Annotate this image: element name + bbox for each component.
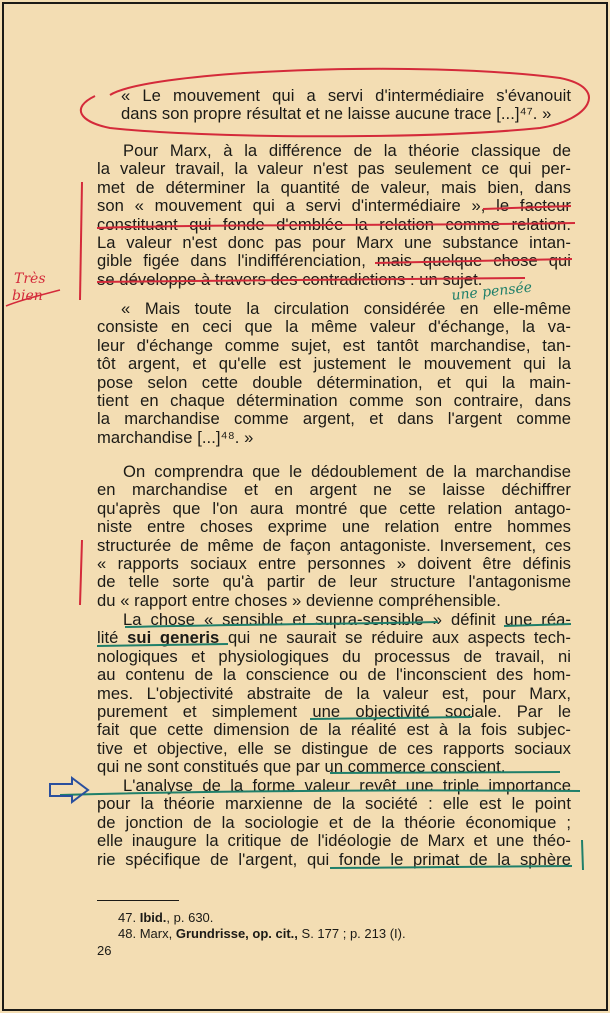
paragraph-1 bbox=[97, 142, 571, 289]
text-line: la valeur travail, la valeur n'est pas seulement ce qui per- bbox=[97, 159, 571, 179]
footnote-47 bbox=[118, 910, 406, 926]
text-line: elle inaugure la critique de l'idéologie de Marx et une théo- bbox=[97, 831, 571, 851]
paragraph-4 bbox=[97, 777, 571, 869]
text-line: gible figée dans l'indifférenciation, mais quelque chose qui bbox=[97, 251, 571, 271]
footnote-ref: S. 177 ; p. 213 (I). bbox=[297, 926, 406, 941]
paragraph-2 bbox=[97, 463, 571, 610]
text-line: La chose « sensible et supra-sensible » définit une réa- bbox=[123, 610, 571, 629]
footnote-number: 48. bbox=[118, 926, 137, 941]
text-line: fait que cette dimension de la réalité est à la fois subjec- bbox=[97, 720, 571, 740]
margin-note-line: Très bbox=[14, 271, 46, 287]
footnote-title: Grundrisse, op. cit., bbox=[175, 926, 298, 941]
text-line-with-bold: lité sui generis qui ne saurait se réduire aux aspects tech- bbox=[97, 628, 571, 648]
text-line: nologiques et physiologiques du processus de travail, ni bbox=[97, 646, 571, 666]
text-line: « rapports sociaux entre personnes » doivent être définis bbox=[97, 553, 571, 573]
margin-note-une-pensee: une pensée bbox=[450, 279, 533, 304]
text-line: constituant qui fonde d'emblée la relation comme relation. bbox=[97, 214, 571, 234]
footnote-number: 47. bbox=[118, 910, 137, 925]
text-line: niste entre choses exprime une relation entre hommes bbox=[97, 517, 571, 537]
text-line: La valeur n'est donc pas pour Marx une substance intan- bbox=[97, 232, 571, 252]
text-line: de jonction de la sociologie et de la théorie économique ; bbox=[97, 812, 571, 832]
text-line: de telle sorte qu'à partir de leur structure l'antagonisme bbox=[97, 572, 571, 592]
text-line: qui ne sont constitués que par un commerce conscient. bbox=[97, 757, 506, 777]
text-line: leur d'échange comme sujet, est tantôt marchandise, tan- bbox=[97, 335, 571, 355]
text-line: met de déterminer la quantité de valeur, mais bien, dans bbox=[97, 177, 571, 197]
page-number: 26 bbox=[97, 943, 112, 958]
footnote-48 bbox=[118, 926, 406, 942]
text-line: On comprendra que le dédoublement de la marchandise bbox=[123, 462, 571, 481]
text-line: consiste en ceci que la même valeur d'échange, la va- bbox=[97, 317, 571, 337]
text-line: « Mais toute la circulation considérée en elle-même bbox=[121, 299, 571, 318]
quote-block-2 bbox=[97, 300, 571, 447]
paragraph-3 bbox=[97, 611, 571, 777]
footnote-author: Marx, bbox=[139, 926, 173, 941]
bold-phrase: sui generis bbox=[127, 628, 220, 648]
text-line: qu'après que l'on aura montré que cette relation antago- bbox=[97, 498, 571, 518]
text-line: « Le mouvement qui a servi d'intermédiaire s'évanouit bbox=[121, 86, 571, 105]
text-line: mes. L'objectivité abstraite de la valeur est, pour Marx, bbox=[97, 683, 571, 703]
text-line: purement et simplement une objectivité sociale. Par le bbox=[97, 701, 571, 721]
footnote-separator bbox=[97, 900, 179, 901]
text-line: pour la théorie marxienne de la société : elle est le point bbox=[97, 794, 571, 814]
text-line: tive et objective, elle se distingue de ces rapports sociaux bbox=[97, 738, 571, 758]
text-line: se développe à travers des contradictions : un sujet. bbox=[97, 269, 483, 289]
text-line: son « mouvement qui a servi d'intermédiaire », le facteur bbox=[97, 196, 571, 216]
margin-note-line: bien bbox=[12, 288, 43, 304]
text-line: structurée de même de façon antagoniste. Inversement, ces bbox=[97, 535, 571, 555]
footnote-ref: , p. 630. bbox=[166, 910, 214, 925]
text-line: pose selon cette double détermination, et qui la main- bbox=[97, 372, 571, 392]
text-line: la marchandise comme argent, et dans l'argent comme bbox=[97, 409, 571, 429]
text-line: tient en chaque détermination comme son contraire, dans bbox=[97, 390, 571, 410]
footnotes bbox=[118, 910, 406, 942]
text-line: dans son propre résultat et ne laisse aucune trace [...]⁴⁷. » bbox=[121, 104, 552, 124]
text-line: rie spécifique de l'argent, qui fonde le primat de la sphère bbox=[97, 849, 571, 869]
footnote-ibid: Ibid. bbox=[139, 910, 167, 925]
text-line: L'analyse de la forme valeur revêt une triple importance bbox=[123, 776, 571, 795]
quote-block-1 bbox=[97, 87, 571, 124]
text-line: tôt argent, et qu'elle est justement le mouvement qui la bbox=[97, 354, 571, 374]
text-line: au contenu de la conscience ou de l'inconscient des hom- bbox=[97, 665, 571, 685]
text-line: marchandise [...]⁴⁸. » bbox=[97, 427, 254, 447]
text-line: en marchandise et en argent ne se laisse déchiffrer bbox=[97, 480, 571, 500]
text-line: du « rapport entre choses » devienne compréhensible. bbox=[97, 590, 501, 610]
text-line: Pour Marx, à la différence de la théorie classique de bbox=[123, 141, 571, 160]
